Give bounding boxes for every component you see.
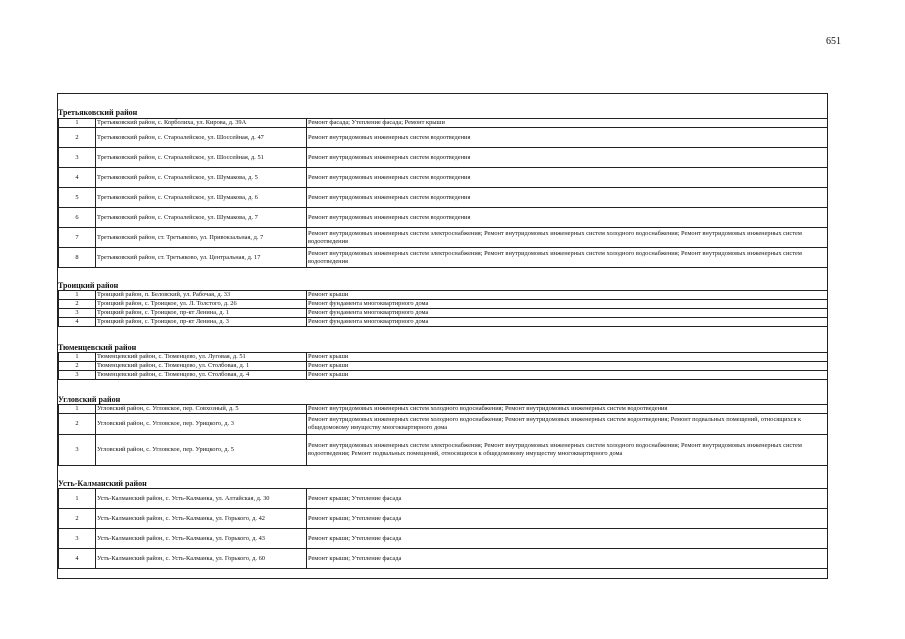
- row-number: 3: [59, 309, 96, 318]
- section-title-uglovsky: Угловский район: [58, 395, 121, 404]
- row-work: Ремонт внутридомовых инженерных систем электроснабжения; Ремонт внутридомовых инженерных систем холодного водоснабжения; Ремонт внутридомовых инженерных систем водоотведения: [307, 248, 828, 268]
- row-address: Усть-Калманский район, с. Усть-Калманка, ул. Горького, д. 43: [96, 529, 307, 549]
- row-work: Ремонт крыши: [307, 291, 828, 300]
- table-row: [59, 371, 828, 380]
- row-address: Третьяковский район, с. Староалейское, ул. Шоссейная, д. 51: [96, 148, 307, 168]
- row-number: 3: [59, 148, 96, 168]
- table-row: [59, 208, 828, 228]
- row-number: 5: [59, 188, 96, 208]
- row-number: 7: [59, 228, 96, 248]
- row-address: Третьяковский район, ст. Третьяково, ул. Центральная, д. 17: [96, 248, 307, 268]
- table-row: [59, 529, 828, 549]
- table-row: [59, 414, 828, 435]
- row-address: Усть-Калманский район, с. Усть-Калманка, ул. Горького, д. 42: [96, 509, 307, 529]
- row-address: Третьяковский район, с. Корболиха, ул. Кирова, д. 39А: [96, 119, 307, 128]
- section-title-tyumentsevsky: Тюменцевский район: [58, 343, 137, 352]
- row-work: Ремонт крыши: [307, 371, 828, 380]
- table-row: [59, 248, 828, 268]
- table-row: [59, 168, 828, 188]
- row-number: 6: [59, 208, 96, 228]
- row-address: Усть-Калманский район, с. Усть-Калманка, ул. Горького, д. 60: [96, 549, 307, 569]
- section-title-troitsky: Троицкий район: [58, 281, 119, 290]
- row-address: Третьяковский район, с. Староалейское, ул. Шумакова, д. 6: [96, 188, 307, 208]
- row-address: Троицкий район, с. Троицкое, пр-кт Ленина, д. 3: [96, 318, 307, 327]
- row-work: Ремонт крыши: [307, 353, 828, 362]
- table-row: [59, 509, 828, 529]
- row-work: Ремонт внутридомовых инженерных систем электроснабжения; Ремонт внутридомовых инженерных систем холодного водоснабжения; Ремонт внутридомовых инженерных систем водоотведения: [307, 228, 828, 248]
- table-row: [59, 309, 828, 318]
- table-row: [59, 549, 828, 569]
- row-address: Третьяковский район, с. Староалейское, ул. Шумакова, д. 5: [96, 168, 307, 188]
- section-title-ust-kalmansky: Усть-Калманский район: [58, 479, 147, 488]
- table-row: [59, 435, 828, 466]
- table-row: [59, 119, 828, 128]
- row-address: Тюменцевский район, с. Тюменцево, ул. Столбовая, д. 4: [96, 371, 307, 380]
- table-tretyakovsky: [58, 118, 828, 268]
- page-number: 651: [826, 36, 841, 47]
- row-number: 1: [59, 405, 96, 414]
- row-address: Тюменцевский район, с. Тюменцево, ул. Столбовая, д. 1: [96, 362, 307, 371]
- table-row: [59, 318, 828, 327]
- row-work: Ремонт крыши; Утепление фасада: [307, 549, 828, 569]
- table-row: [59, 291, 828, 300]
- row-address: Третьяковский район, с. Староалейское, ул. Шумакова, д. 7: [96, 208, 307, 228]
- row-address: Троицкий район, с. Троицкое, пр-кт Ленина, д. 1: [96, 309, 307, 318]
- row-number: 2: [59, 300, 96, 309]
- row-work: Ремонт фасада; Утепление фасада; Ремонт крыши: [307, 119, 828, 128]
- row-address: Троицкий район, п. Беловский, ул. Рабочая, д. 33: [96, 291, 307, 300]
- table-tyumentsevsky: [58, 352, 828, 380]
- row-work: Ремонт внутридомовых инженерных систем водоотведения: [307, 188, 828, 208]
- table-ust-kalmansky: [58, 488, 828, 569]
- section-title-tretyakovsky: Третьяковский район: [58, 108, 138, 117]
- table-row: [59, 362, 828, 371]
- row-work: Ремонт крыши; Утепление фасада: [307, 529, 828, 549]
- row-number: 3: [59, 371, 96, 380]
- row-number: 2: [59, 414, 96, 435]
- table-row: [59, 148, 828, 168]
- row-work: Ремонт внутридомовых инженерных систем водоотведения: [307, 148, 828, 168]
- row-address: Третьяковский район, с. Староалейское, ул. Шоссейная, д. 47: [96, 128, 307, 148]
- row-address: Угловский район, с. Угловское, пер. Урицкого, д. 5: [96, 435, 307, 466]
- table-row: [59, 405, 828, 414]
- row-work: Ремонт внутридомовых инженерных систем водоотведения: [307, 168, 828, 188]
- row-work: Ремонт фундамента многоквартирного дома: [307, 318, 828, 327]
- row-address: Угловский район, с. Угловское, пер. Совхозный, д. 5: [96, 405, 307, 414]
- row-number: 1: [59, 489, 96, 509]
- table-row: [59, 128, 828, 148]
- row-number: 4: [59, 168, 96, 188]
- row-number: 1: [59, 119, 96, 128]
- row-number: 1: [59, 353, 96, 362]
- row-work: Ремонт внутридомовых инженерных систем водоотведения: [307, 208, 828, 228]
- row-address: Третьяковский район, ст. Третьяково, ул. Привокзальная, д. 7: [96, 228, 307, 248]
- row-work: Ремонт фундамента многоквартирного дома: [307, 309, 828, 318]
- table-row: [59, 489, 828, 509]
- row-work: Ремонт крыши; Утепление фасада: [307, 489, 828, 509]
- row-work: Ремонт внутридомовых инженерных систем электроснабжения; Ремонт внутридомовых инженерных систем холодного водоснабжения; Ремонт внутридомовых инженерных систем водоотведения; Ремонт подвальных помещений, относящихся к общедомовому имуществу многоквартирного дома: [307, 435, 828, 466]
- row-number: 4: [59, 318, 96, 327]
- row-address: Усть-Калманский район, с. Усть-Калманка, ул. Алтайская, д. 30: [96, 489, 307, 509]
- row-number: 3: [59, 529, 96, 549]
- row-work: Ремонт внутридомовых инженерных систем холодного водоснабжения; Ремонт внутридомовых инженерных систем водоотведения; Ремонт подвальных помещений, относящихся к общедомовому имуществу многоквартирного дома: [307, 414, 828, 435]
- row-work: Ремонт крыши: [307, 362, 828, 371]
- table-troitsky: [58, 290, 828, 327]
- row-number: 3: [59, 435, 96, 466]
- row-address: Угловский район, с. Угловское, пер. Урицкого, д. 3: [96, 414, 307, 435]
- row-number: 8: [59, 248, 96, 268]
- row-number: 1: [59, 291, 96, 300]
- row-address: Троицкий район, с. Троицкое, ул. Л. Толстого, д. 26: [96, 300, 307, 309]
- row-number: 2: [59, 128, 96, 148]
- row-number: 2: [59, 509, 96, 529]
- row-work: Ремонт внутридомовых инженерных систем холодного водоснабжения; Ремонт внутридомовых инженерных систем водоотведения: [307, 405, 828, 414]
- row-work: Ремонт крыши; Утепление фасада: [307, 509, 828, 529]
- table-row: [59, 353, 828, 362]
- row-number: 2: [59, 362, 96, 371]
- table-row: [59, 300, 828, 309]
- table-row: [59, 228, 828, 248]
- table-uglovsky: [58, 404, 828, 466]
- row-work: Ремонт фундамента многоквартирного дома: [307, 300, 828, 309]
- row-number: 4: [59, 549, 96, 569]
- table-row: [59, 188, 828, 208]
- row-work: Ремонт внутридомовых инженерных систем водоотведения: [307, 128, 828, 148]
- row-address: Тюменцевский район, с. Тюменцево, ул. Луговая, д. 51: [96, 353, 307, 362]
